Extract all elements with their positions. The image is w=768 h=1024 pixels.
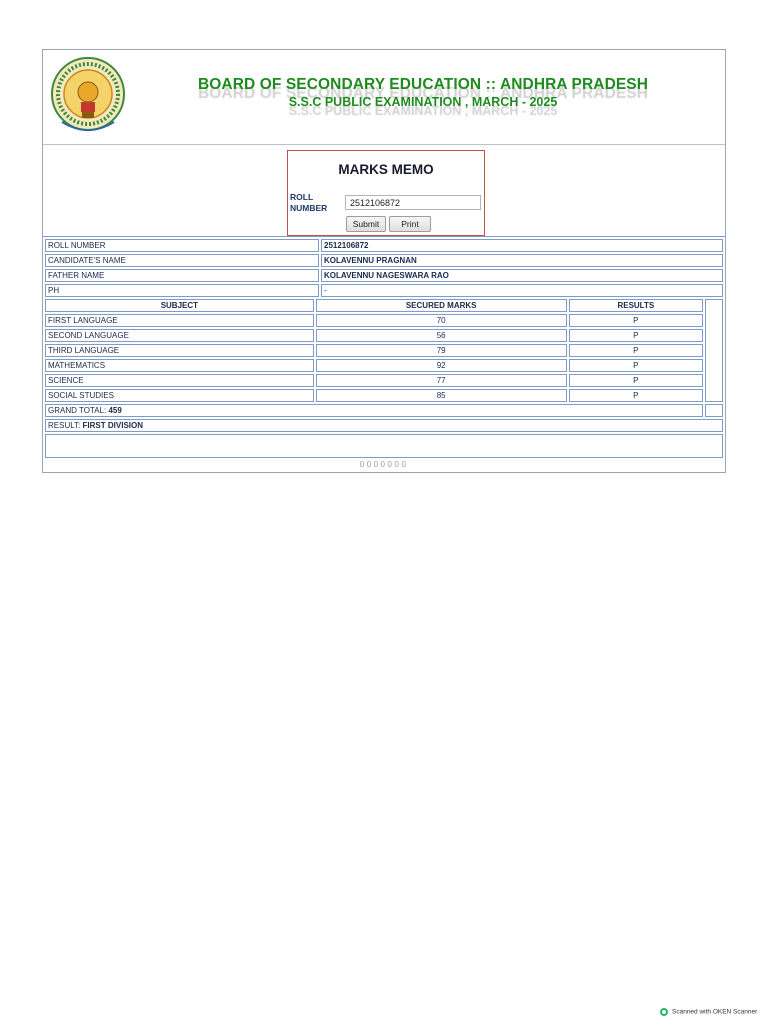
print-button[interactable]: Print [389, 216, 431, 232]
marks-memo-sheet [42, 49, 726, 473]
table-row [45, 374, 703, 387]
blank-footer-row [45, 434, 723, 458]
marks-section [43, 297, 725, 460]
marks-cell: 79 [316, 344, 567, 357]
scanner-watermark [660, 1008, 768, 1020]
candidate-name-label: CANDIDATE'S NAME [45, 254, 319, 267]
table-row [45, 254, 723, 267]
result-cell: P [569, 329, 703, 342]
exam-subtitle: S.S.C PUBLIC EXAMINATION , MARCH - 2025 [288, 95, 558, 109]
result-cell [45, 419, 723, 432]
subject-cell: SECOND LANGUAGE [45, 329, 314, 342]
table-row [45, 284, 723, 297]
page-header [43, 50, 725, 145]
marks-cell: 70 [316, 314, 567, 327]
result-cell: P [569, 389, 703, 402]
result-cell: P [569, 314, 703, 327]
father-name-value: KOLAVENNU NAGESWARA RAO [321, 269, 723, 282]
result-value: FIRST DIVISION [82, 421, 143, 430]
table-row [45, 344, 703, 357]
subject-cell: THIRD LANGUAGE [45, 344, 314, 357]
grand-total-label: GRAND TOTAL: [48, 406, 107, 415]
table-row [45, 389, 703, 402]
subject-cell: FIRST LANGUAGE [45, 314, 314, 327]
result-cell: P [569, 344, 703, 357]
roll-number-value: 2512106872 [321, 239, 723, 252]
marks-cell: 85 [316, 389, 567, 402]
marks-table [43, 297, 705, 404]
submit-button[interactable]: Submit [346, 216, 386, 232]
table-row [45, 269, 723, 282]
marks-memo-form [287, 150, 485, 236]
roll-number-label: ROLL NUMBER [290, 192, 328, 213]
candidate-info-table [43, 237, 725, 299]
father-name-label: FATHER NAME [45, 269, 319, 282]
memo-title: MARKS MEMO [338, 162, 434, 177]
results-header: RESULTS [569, 299, 703, 312]
secured-marks-header: SECURED MARKS [316, 299, 567, 312]
table-row [45, 359, 703, 372]
table-row [45, 239, 723, 252]
andhra-pradesh-emblem-icon [48, 54, 128, 138]
blank-footer-cell [45, 434, 723, 458]
table-row [45, 314, 703, 327]
table-row [45, 329, 703, 342]
subject-cell: SCIENCE [45, 374, 314, 387]
marks-cell: 56 [316, 329, 567, 342]
marks-header-row [45, 299, 703, 312]
result-cell: P [569, 374, 703, 387]
roll-number-label: ROLL NUMBER [45, 239, 319, 252]
result-cell: P [569, 359, 703, 372]
visitor-counter: 0000000 [359, 460, 409, 469]
candidate-name-value: KOLAVENNU PRAGNAN [321, 254, 723, 267]
roll-number-input[interactable] [345, 195, 481, 210]
subject-cell: SOCIAL STUDIES [45, 389, 314, 402]
board-title: BOARD OF SECONDARY EDUCATION :: ANDHRA PRADESH [197, 76, 649, 93]
marks-cell: 77 [316, 374, 567, 387]
scanner-note: Scanned with OKEN Scanner [672, 1008, 758, 1016]
grand-total-row [45, 404, 723, 417]
result-row [45, 419, 723, 432]
grand-total-value: 459 [108, 406, 122, 415]
grand-total-cell [45, 404, 703, 417]
result-details [43, 236, 725, 460]
result-label: RESULT: [48, 421, 81, 430]
marks-cell: 92 [316, 359, 567, 372]
grand-total-spacer [705, 404, 723, 417]
subject-header: SUBJECT [45, 299, 314, 312]
ph-label: PH [45, 284, 319, 297]
scanner-logo-icon [660, 1008, 668, 1016]
marks-side-spacer [705, 299, 723, 402]
ph-value: - [321, 284, 723, 297]
subject-cell: MATHEMATICS [45, 359, 314, 372]
